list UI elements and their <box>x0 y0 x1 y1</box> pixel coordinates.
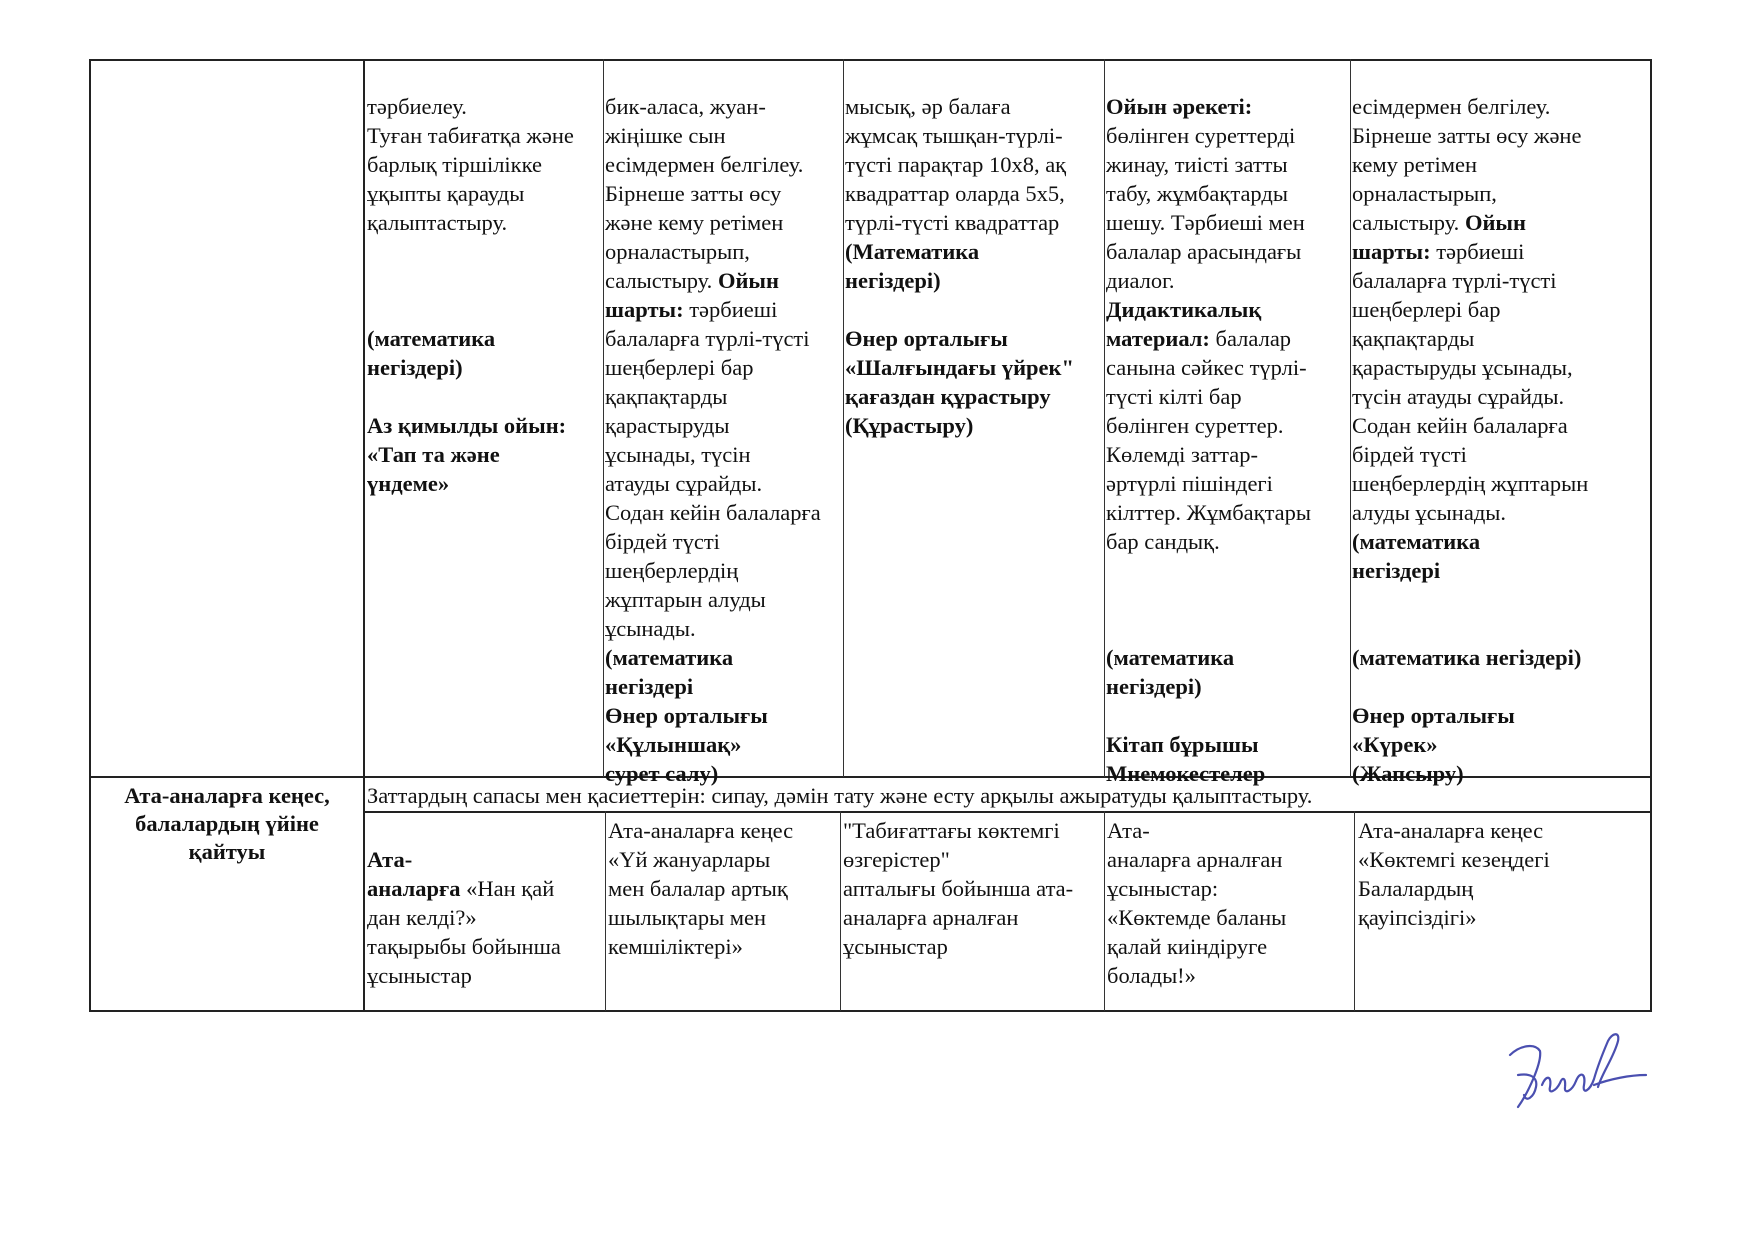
row2-col3-cell: "Табиғаттағы көктемгі өзгерістер" апталығы бойынша ата- аналарға арналған ұсыныстар <box>843 818 1074 959</box>
cell-text: балалар санына сәйкес түрлі- түсті кілті бар бөлінген суреттер. Көлемді заттар- әртүрлі пішіндегі кілттер. Жұмбақтары бар сандық. <box>1106 326 1312 554</box>
col-divider <box>1350 59 1351 777</box>
table-right-border <box>1650 59 1652 1012</box>
cell-bold-text: Дидактикалық материал: <box>1106 297 1262 351</box>
row2-wide-text: Заттардың сапасы мен қасиеттерін: сипау, дәмін тату және есту арқылы ажыратуды қалыптастыру. <box>367 783 1313 808</box>
handwritten-signature <box>1490 1015 1650 1115</box>
col-divider <box>843 59 844 777</box>
col-divider <box>1104 811 1105 1011</box>
cell-text: «Нан қай дан келді?» тақырыбы бойынша ұсыныстар <box>367 876 561 988</box>
table-bottom-border <box>90 1010 1652 1012</box>
cell-bold-text: Ата- аналарға <box>367 847 461 901</box>
cell-text: бик-аласа, жуан- жіңішке сын есімдермен белгілеу. Бірнеше затты өсу және кему ретімен орналастырып, салыстыру. <box>605 94 804 293</box>
cell-bold-text: Ойын әрекеті: <box>1106 94 1253 119</box>
table-left-border <box>89 59 91 1012</box>
table-top-border <box>90 59 1652 61</box>
cell-bold-text: (математика негіздері Өнер орталығы «Құлыншақ» сурет салу) <box>605 645 768 786</box>
row2-col1-cell <box>367 816 603 990</box>
row2-col2-cell: Ата-аналарға кеңес «Үй жануарлары мен балалар артық шылықтары мен кемшіліктері» <box>608 818 794 959</box>
cell-text: тәрбиеші балаларға түрлі-түсті шеңберлері бар қақпақтарды қарастыруды ұсынады, түсін атауды сұрайды. Содан кейін балаларға бірдей түсті шеңберлердің жұптарын алуды ұсынады. <box>605 297 821 641</box>
cell-bold-text: (математика негіздері) Аз қимылды ойын: «Тап та және үндеме» <box>367 326 567 496</box>
cell-bold-text: (математика негіздері (математика негіздері) Өнер орталығы «Күрек» (Жапсыру) <box>1352 529 1582 786</box>
col-divider <box>603 59 604 777</box>
row1-col2-cell <box>605 63 843 788</box>
col-divider <box>1354 811 1355 1011</box>
col-divider <box>840 811 841 1011</box>
cell-bold-text: Ойын шарты: <box>1352 210 1526 264</box>
col-divider <box>605 811 606 1011</box>
subrow-divider <box>364 811 1652 813</box>
cell-bold-text: (математика негіздері) Кітап бұрышы Мнемокестелер <box>1106 645 1266 786</box>
label-column-divider <box>363 59 365 1012</box>
row2-col4-cell: Ата- аналарға арналған ұсыныстар: «Көктемде баланы қалай киіндіруге болады!» <box>1107 818 1287 988</box>
parents-advice-row-label: Ата-аналарға кеңес, балалардың үйіне қайтуы <box>124 783 330 864</box>
cell-text: тәрбиелеу. Туған табиғатқа және барлық тіршілікке ұқыпты қарауды қалыптастыру. <box>367 94 574 235</box>
row1-col5-cell <box>1352 63 1649 788</box>
cell-bold-text: (Математика негіздері) Өнер орталығы «Шалғындағы үйрек" қағаздан құрастыру (Құрастыру) <box>845 239 1074 438</box>
row2-col5-cell: Ата-аналарға кеңес «Көктемгі кезеңдегі Балалардың қауіпсіздігі» <box>1358 818 1550 930</box>
cell-text: мысық, әр балаға жұмсақ тышқан-түрлі- түсті парақтар 10х8, ақ квадраттар оларда 5х5, түрлі-түсті квадраттар <box>845 94 1067 235</box>
row1-col1-cell <box>367 63 601 498</box>
row1-col4-cell <box>1106 63 1349 788</box>
cell-text: тәрбиеші балаларға түрлі-түсті шеңберлері бар қақпақтарды қарастыруды ұсынады, түсін атауды сұрайды. Содан кейін балаларға бірдей түсті шеңберлердің жұптарын алуды ұсынады. <box>1352 239 1589 525</box>
row1-col3-cell <box>845 63 1103 440</box>
cell-bold-text: Ойын шарты: <box>605 268 779 322</box>
cell-text: есімдермен белгілеу. Бірнеше затты өсу және кему ретімен орналастырып, салыстыру. <box>1352 94 1582 235</box>
cell-text: бөлінген суреттерді жинау, тиісті затты табу, жұмбақтарды шешу. Тәрбиеші мен балалар арасындағы диалог. <box>1106 123 1305 293</box>
col-divider <box>1104 59 1105 777</box>
